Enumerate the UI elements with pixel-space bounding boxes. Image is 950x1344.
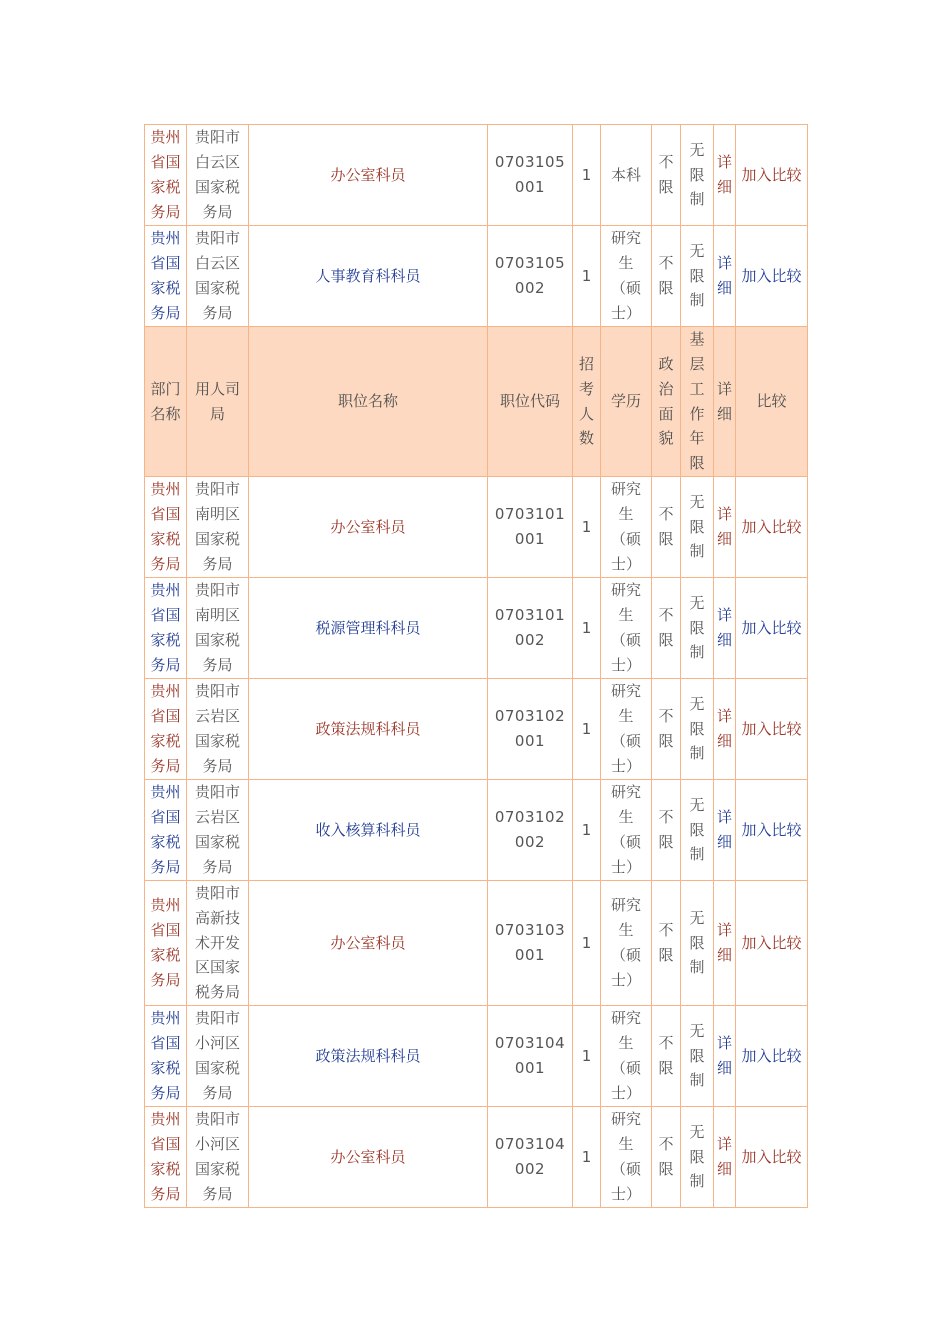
politics-cell: 不限 — [652, 780, 681, 881]
quota-cell: 1 — [573, 679, 601, 780]
position-code: 0703101001 — [488, 477, 573, 578]
header-compare: 比较 — [736, 327, 808, 477]
quota-cell: 1 — [573, 226, 601, 327]
detail-link[interactable]: 详细 — [714, 1006, 736, 1107]
table-row — [145, 1006, 808, 1107]
years-cell: 无限制 — [681, 679, 714, 780]
quota-cell: 1 — [573, 1107, 601, 1208]
header-bureau: 用人司局 — [187, 327, 249, 477]
table-row — [145, 1107, 808, 1208]
quota-cell: 1 — [573, 125, 601, 226]
header-dept: 部门名称 — [145, 327, 187, 477]
table-row — [145, 477, 808, 578]
years-cell: 无限制 — [681, 477, 714, 578]
bureau-cell: 贵阳市云岩区国家税务局 — [187, 679, 249, 780]
bureau-cell: 贵阳市白云区国家税务局 — [187, 125, 249, 226]
position-link[interactable]: 税源管理科科员 — [249, 578, 488, 679]
quota-cell: 1 — [573, 477, 601, 578]
bureau-cell: 贵阳市高新技术开发区国家税务局 — [187, 881, 249, 1006]
detail-link[interactable]: 详细 — [714, 226, 736, 327]
header-detail: 详细 — [714, 327, 736, 477]
years-cell: 无限制 — [681, 780, 714, 881]
politics-cell: 不限 — [652, 477, 681, 578]
quota-cell: 1 — [573, 1006, 601, 1107]
dept-link[interactable]: 贵州省国家税务局 — [145, 125, 187, 226]
table-row — [145, 125, 808, 226]
quota-cell: 1 — [573, 881, 601, 1006]
position-code: 0703102002 — [488, 780, 573, 881]
position-link[interactable]: 办公室科员 — [249, 1107, 488, 1208]
compare-link[interactable]: 加入比较 — [736, 881, 808, 1006]
table-row — [145, 780, 808, 881]
table-row — [145, 578, 808, 679]
header-position: 职位名称 — [249, 327, 488, 477]
bureau-cell: 贵阳市南明区国家税务局 — [187, 477, 249, 578]
bureau-cell: 贵阳市云岩区国家税务局 — [187, 780, 249, 881]
dept-link[interactable]: 贵州省国家税务局 — [145, 226, 187, 327]
position-code: 0703104001 — [488, 1006, 573, 1107]
education-cell: 研究生（硕士） — [601, 477, 652, 578]
education-cell: 研究生（硕士） — [601, 578, 652, 679]
compare-link[interactable]: 加入比较 — [736, 226, 808, 327]
header-row — [145, 327, 808, 477]
header-education: 学历 — [601, 327, 652, 477]
position-code: 0703105002 — [488, 226, 573, 327]
dept-link[interactable]: 贵州省国家税务局 — [145, 679, 187, 780]
detail-link[interactable]: 详细 — [714, 1107, 736, 1208]
bureau-cell: 贵阳市南明区国家税务局 — [187, 578, 249, 679]
years-cell: 无限制 — [681, 881, 714, 1006]
position-link[interactable]: 政策法规科科员 — [249, 1006, 488, 1107]
politics-cell: 不限 — [652, 881, 681, 1006]
compare-link[interactable]: 加入比较 — [736, 1107, 808, 1208]
compare-link[interactable]: 加入比较 — [736, 125, 808, 226]
position-link[interactable]: 办公室科员 — [249, 125, 488, 226]
position-link[interactable]: 办公室科员 — [249, 881, 488, 1006]
table-row — [145, 881, 808, 1006]
education-cell: 本科 — [601, 125, 652, 226]
compare-link[interactable]: 加入比较 — [736, 477, 808, 578]
dept-link[interactable]: 贵州省国家税务局 — [145, 1006, 187, 1107]
header-politics: 政治面貌 — [652, 327, 681, 477]
quota-cell: 1 — [573, 578, 601, 679]
job-rows-top — [145, 125, 808, 327]
position-code: 0703102001 — [488, 679, 573, 780]
bureau-cell: 贵阳市小河区国家税务局 — [187, 1006, 249, 1107]
years-cell: 无限制 — [681, 578, 714, 679]
table-row — [145, 679, 808, 780]
years-cell: 无限制 — [681, 1006, 714, 1107]
bureau-cell: 贵阳市白云区国家税务局 — [187, 226, 249, 327]
job-listing-table — [144, 124, 808, 1208]
table-header — [145, 327, 808, 477]
dept-link[interactable]: 贵州省国家税务局 — [145, 1107, 187, 1208]
education-cell: 研究生（硕士） — [601, 679, 652, 780]
dept-link[interactable]: 贵州省国家税务局 — [145, 780, 187, 881]
detail-link[interactable]: 详细 — [714, 477, 736, 578]
detail-link[interactable]: 详细 — [714, 679, 736, 780]
politics-cell: 不限 — [652, 1006, 681, 1107]
position-code: 0703103001 — [488, 881, 573, 1006]
bureau-cell: 贵阳市小河区国家税务局 — [187, 1107, 249, 1208]
dept-link[interactable]: 贵州省国家税务局 — [145, 477, 187, 578]
header-years: 基层工作年限 — [681, 327, 714, 477]
compare-link[interactable]: 加入比较 — [736, 780, 808, 881]
education-cell: 研究生（硕士） — [601, 226, 652, 327]
position-code: 0703105001 — [488, 125, 573, 226]
politics-cell: 不限 — [652, 578, 681, 679]
detail-link[interactable]: 详细 — [714, 780, 736, 881]
years-cell: 无限制 — [681, 1107, 714, 1208]
position-link[interactable]: 政策法规科科员 — [249, 679, 488, 780]
compare-link[interactable]: 加入比较 — [736, 578, 808, 679]
years-cell: 无限制 — [681, 226, 714, 327]
education-cell: 研究生（硕士） — [601, 780, 652, 881]
position-link[interactable]: 办公室科员 — [249, 477, 488, 578]
quota-cell: 1 — [573, 780, 601, 881]
dept-link[interactable]: 贵州省国家税务局 — [145, 881, 187, 1006]
compare-link[interactable]: 加入比较 — [736, 1006, 808, 1107]
education-cell: 研究生（硕士） — [601, 1107, 652, 1208]
education-cell: 研究生（硕士） — [601, 881, 652, 1006]
header-code: 职位代码 — [488, 327, 573, 477]
compare-link[interactable]: 加入比较 — [736, 679, 808, 780]
header-quota: 招考人数 — [573, 327, 601, 477]
table-row — [145, 226, 808, 327]
politics-cell: 不限 — [652, 125, 681, 226]
job-rows-bottom — [145, 477, 808, 1208]
detail-link[interactable]: 详细 — [714, 881, 736, 1006]
dept-link[interactable]: 贵州省国家税务局 — [145, 578, 187, 679]
position-link[interactable]: 收入核算科科员 — [249, 780, 488, 881]
years-cell: 无限制 — [681, 125, 714, 226]
politics-cell: 不限 — [652, 226, 681, 327]
politics-cell: 不限 — [652, 1107, 681, 1208]
detail-link[interactable]: 详细 — [714, 578, 736, 679]
politics-cell: 不限 — [652, 679, 681, 780]
education-cell: 研究生（硕士） — [601, 1006, 652, 1107]
detail-link[interactable]: 详细 — [714, 125, 736, 226]
position-code: 0703104002 — [488, 1107, 573, 1208]
position-code: 0703101002 — [488, 578, 573, 679]
position-link[interactable]: 人事教育科科员 — [249, 226, 488, 327]
